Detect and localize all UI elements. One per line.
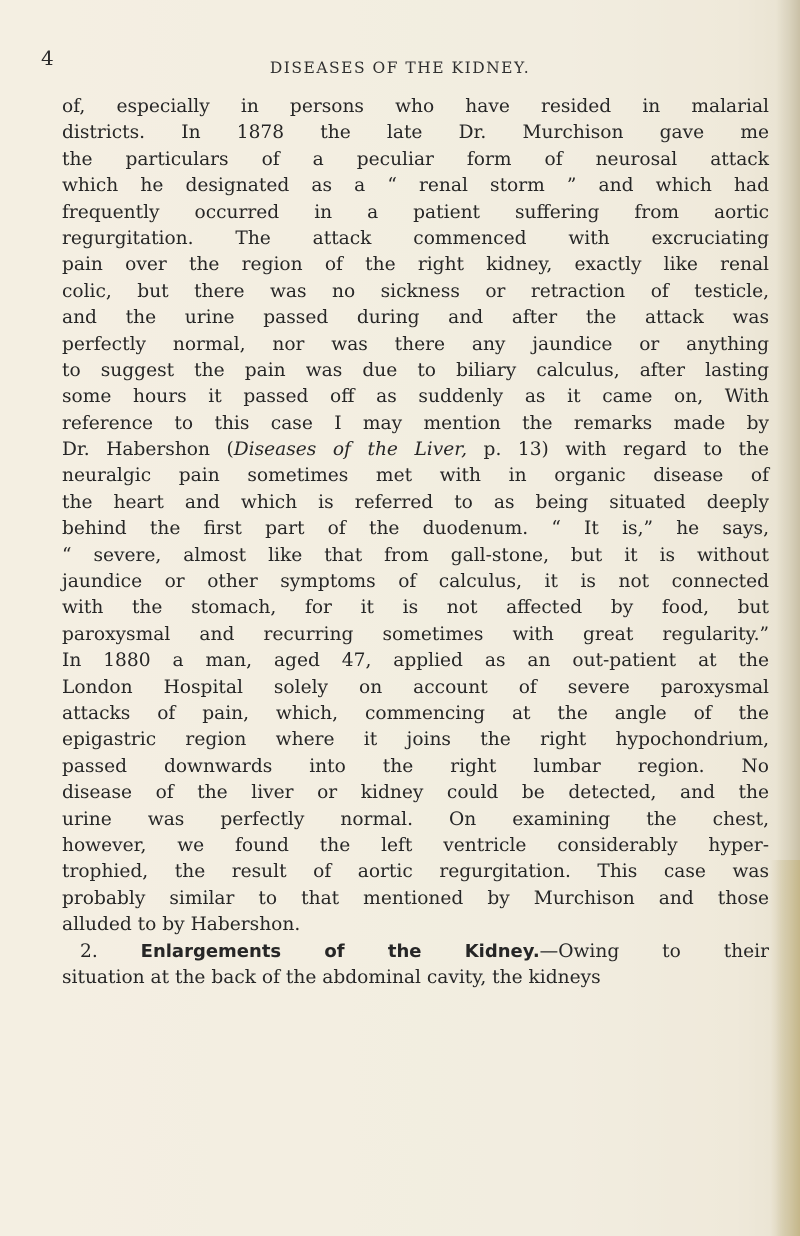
text-line: the heart and which is referred to as being situated deeply (62, 491, 769, 513)
page-number: 4 (41, 46, 54, 70)
text-line: and the urine passed during and after the attack was (62, 307, 769, 329)
text-line: neuralgic pain sometimes met with in organic disease of (62, 465, 769, 487)
citation-suffix: p. 13) with regard to the (467, 439, 770, 461)
section-heading: Enlargements of the Kidney. (140, 940, 540, 962)
text-line: paroxysmal and recurring sometimes with great regularity.” (62, 623, 769, 645)
citation-prefix: Dr. Habershon ( (62, 439, 234, 461)
section-text: —Owing to their (539, 940, 769, 962)
text-line: London Hospital solely on account of severe paroxysmal (62, 676, 769, 698)
text-line: pain over the region of the right kidney, exactly like renal (62, 254, 769, 276)
text-line: to suggest the pain was due to biliary calculus, after lasting (62, 359, 769, 381)
book-title-italic: Diseases of the Liver, (233, 439, 468, 461)
text-line: disease of the liver or kidney could be detected, and the (62, 782, 769, 804)
text-line: of, especially in persons who have resided in malarial (62, 96, 769, 117)
section-heading-line (62, 939, 769, 965)
text-line: behind the first part of the duodenum. “ It is,” he says, (62, 518, 769, 540)
text-line: probably similar to that mentioned by Murchison and those (62, 887, 769, 909)
text-line: reference to this case I may mention the remarks made by (62, 412, 769, 434)
text-line: regurgitation. The attack commenced with excruciating (62, 227, 769, 249)
section-number: 2. (80, 940, 98, 962)
text-line: In 1880 a man, aged 47, applied as an out-patient at the (62, 650, 769, 672)
text-line: situation at the back of the abdominal cavity, the kidneys (62, 966, 601, 988)
running-title: DISEASES OF THE KIDNEY. (269, 59, 531, 77)
text-line: colic, but there was no sickness or retraction of testicle, (62, 280, 769, 302)
text-line: passed downwards into the right lumbar region. No (62, 755, 769, 777)
text-line: districts. In 1878 the late Dr. Murchison gave me (62, 122, 769, 144)
text-line: trophied, the result of aortic regurgitation. This case was (62, 861, 769, 883)
text-line: some hours it passed off as suddenly as it came on, With (62, 386, 769, 408)
text-line: perfectly normal, nor was there any jaundice or anything (62, 333, 769, 355)
text-line: alluded to by Habershon. (62, 914, 301, 936)
text-line: epigastric region where it joins the right hypochondrium, (62, 729, 769, 751)
text-line: frequently occurred in a patient suffering from aortic (62, 201, 769, 223)
text-line: with the stomach, for it is not affected by food, but (62, 597, 769, 619)
body-text (62, 94, 769, 991)
text-line: jaundice or other symptoms of calculus, it is not connected (62, 571, 769, 593)
text-line: which he designated as a “ renal storm ” and which had (62, 175, 769, 197)
text-line: attacks of pain, which, commencing at the angle of the (62, 702, 769, 724)
text-line: the particulars of a peculiar form of neurosal attack (62, 148, 769, 170)
text-line: urine was perfectly normal. On examining the chest, (62, 808, 769, 830)
text-line: however, we found the left ventricle considerably hyper- (62, 834, 769, 856)
text-line: “ severe, almost like that from gall-stone, but it is without (62, 544, 769, 566)
page-edge-stain (770, 860, 800, 1236)
text-line-with-citation (62, 437, 769, 463)
